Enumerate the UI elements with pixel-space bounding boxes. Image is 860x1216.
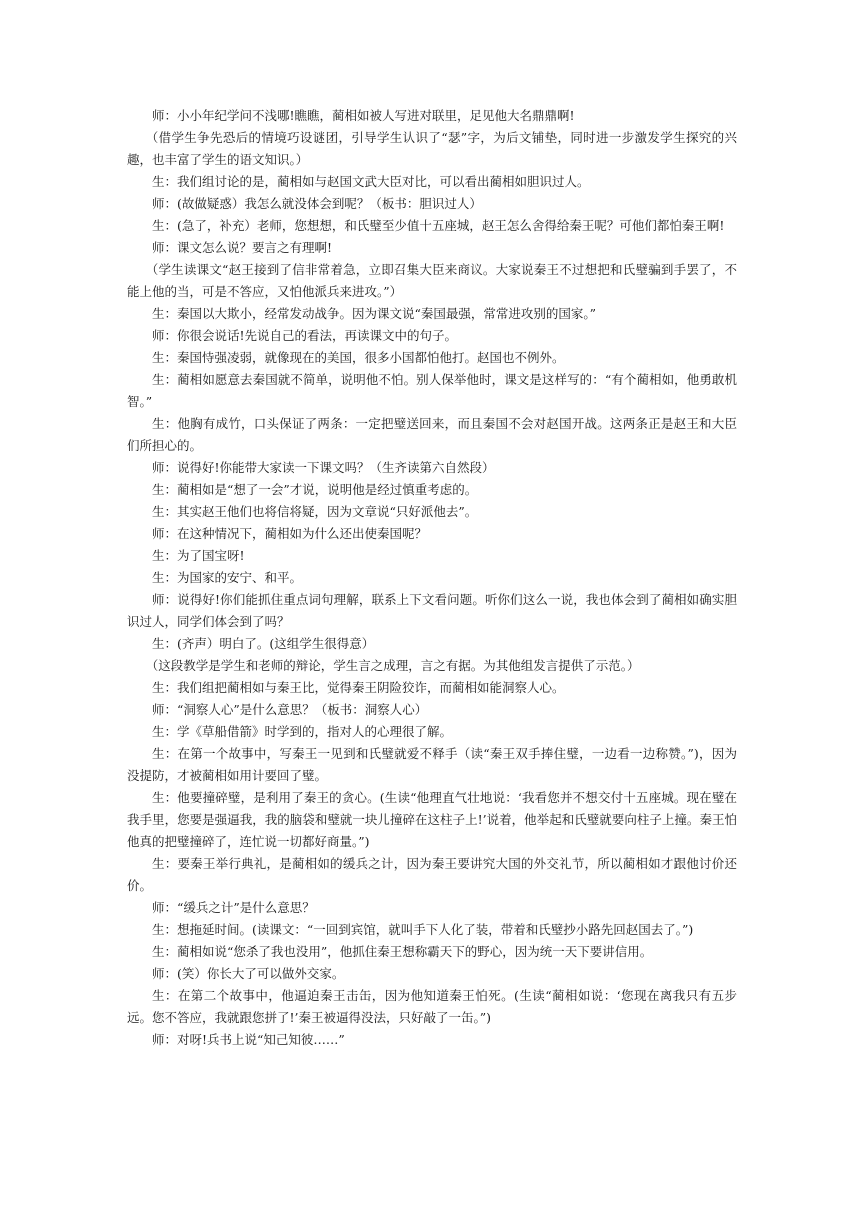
- dialogue-paragraph: 生：秦国以大欺小，经常发动战争。因为课文说“秦国最强，常常进攻别的国家。”: [152, 306, 597, 321]
- dialogue-paragraph: 师：课文怎么说？要言之有理啊!: [152, 240, 333, 255]
- teaching-note-paragraph: （这段教学是学生和老师的辩论，学生言之成理，言之有据。为其他组发言提供了示范。）: [145, 658, 640, 673]
- dialogue-paragraph: 生：我们组讨论的是，蔺相如与赵国文武大臣对比，可以看出蔺相如胆识过人。: [152, 174, 590, 189]
- dialogue-paragraph: 生：为了国宝呀!: [152, 548, 245, 563]
- document-body: [127, 105, 737, 1051]
- dialogue-paragraph: 师：说得好!你能带大家读一下课文吗？（生齐读第六自然段）: [152, 460, 495, 475]
- dialogue-paragraph: 生：其实赵王他们也将信将疑，因为文章说“只好派他去”。: [152, 504, 478, 519]
- dialogue-paragraph: 生：蔺相如说“您杀了我也没用”，他抓住秦王想称霸天下的野心，因为统一天下要讲信用。: [152, 944, 653, 959]
- teaching-note-paragraph: （借学生争先恐后的情境巧设谜团，引导学生认识了“瑟”字，为后文铺垫，同时进一步激发学生探究的兴趣，也丰富了学生的语文知识。）: [127, 130, 737, 167]
- dialogue-paragraph: 生：为国家的安宁、和平。: [152, 570, 303, 585]
- dialogue-paragraph: 生：我们组把蔺相如与秦王比，觉得秦王阴险狡诈，而蔺相如能洞察人心。: [152, 680, 565, 695]
- dialogue-paragraph: 生：蔺相如愿意去秦国就不简单，说明他不怕。别人保举他时，课文是这样写的：“有个蔺相如，他勇敢机智。”: [127, 372, 737, 409]
- dialogue-paragraph: 生：(齐声）明白了。(这组学生很得意）: [152, 636, 375, 651]
- dialogue-paragraph: 师：(笑）你长大了可以做外交家。: [152, 966, 345, 981]
- teaching-note-paragraph: （学生读课文“赵王接到了信非常着急，立即召集大臣来商议。大家说秦王不过想把和氏璧骗到手罢了，不能上他的当，可是不答应，又怕他派兵来进攻。”）: [127, 262, 737, 299]
- dialogue-paragraph: 生：想拖延时间。(读课文：“一回到宾馆，就叫手下人化了装，带着和氏璧抄小路先回赵国去了。”): [152, 922, 694, 937]
- dialogue-paragraph: 生：要秦王举行典礼，是蔺相如的缓兵之计，因为秦王要讲究大国的外交礼节，所以蔺相如才跟他讨价还价。: [127, 856, 737, 893]
- dialogue-paragraph: 生：在第二个故事中，他逼迫秦王击缶，因为他知道秦王怕死。(生读“蔺相如说：‘您现在离我只有五步远。您不答应，我就跟您拼了!’秦王被逼得没法，只好敲了一缶。”): [127, 988, 737, 1025]
- dialogue-paragraph: 生：秦国恃强凌弱，就像现在的美国，很多小国都怕他打。赵国也不例外。: [152, 350, 565, 365]
- dialogue-paragraph: 生：他胸有成竹，口头保证了两条：一定把璧送回来，而且秦国不会对赵国开战。这两条正是赵王和大臣们所担心的。: [127, 416, 737, 453]
- dialogue-paragraph: 师：“洞察人心”是什么意思？（板书：洞察人心）: [152, 702, 428, 717]
- dialogue-paragraph: 师：对呀!兵书上说“知己知彼……”: [152, 1032, 345, 1047]
- dialogue-paragraph: 师：在这种情况下，蔺相如为什么还出使秦国呢？: [152, 526, 428, 541]
- dialogue-paragraph: 生：学《草船借箭》时学到的，指对人的心理很了解。: [152, 724, 453, 739]
- dialogue-paragraph: 生：在第一个故事中，写秦王一见到和氏璧就爱不释手（读“秦王双手捧住璧，一边看一边称赞。”)，因为没提防，才被蔺相如用计要回了璧。: [127, 746, 737, 783]
- dialogue-paragraph: 师：小小年纪学问不浅哪!瞧瞧，蔺相如被人写进对联里，足见他大名鼎鼎啊!: [152, 108, 575, 123]
- dialogue-paragraph: 师：“缓兵之计”是什么意思？: [152, 900, 315, 915]
- dialogue-paragraph: 师：说得好!你们能抓住重点词句理解，联系上下文看问题。听你们这么一说，我也体会到了蔺相如确实胆识过人，同学们体会到了吗？: [127, 592, 737, 629]
- dialogue-paragraph: 生：他要撞碎璧，是利用了秦王的贪心。(生读“他理直气壮地说：‘我看您并不想交付十五座城。现在璧在我手里，您要是强逼我，我的脑袋和璧就一块儿撞碎在这柱子上!’说着，他举起和氏璧就要向柱子上撞。秦王怕他真的把璧撞碎了，连忙说一切都好商量。”): [127, 790, 737, 849]
- dialogue-paragraph: 师：(故做疑惑）我怎么就没体会到呢？（板书：胆识过人）: [152, 196, 482, 211]
- dialogue-paragraph: 师：你很会说话!先说自己的看法，再读课文中的句子。: [152, 328, 458, 343]
- dialogue-paragraph: 生：(急了，补充）老师，您想想，和氏璧至少值十五座城，赵王怎么舍得给秦王呢？可他们都怕秦王啊!: [152, 218, 725, 233]
- dialogue-paragraph: 生：蔺相如是“想了一会”才说，说明他是经过慎重考虑的。: [152, 482, 478, 497]
